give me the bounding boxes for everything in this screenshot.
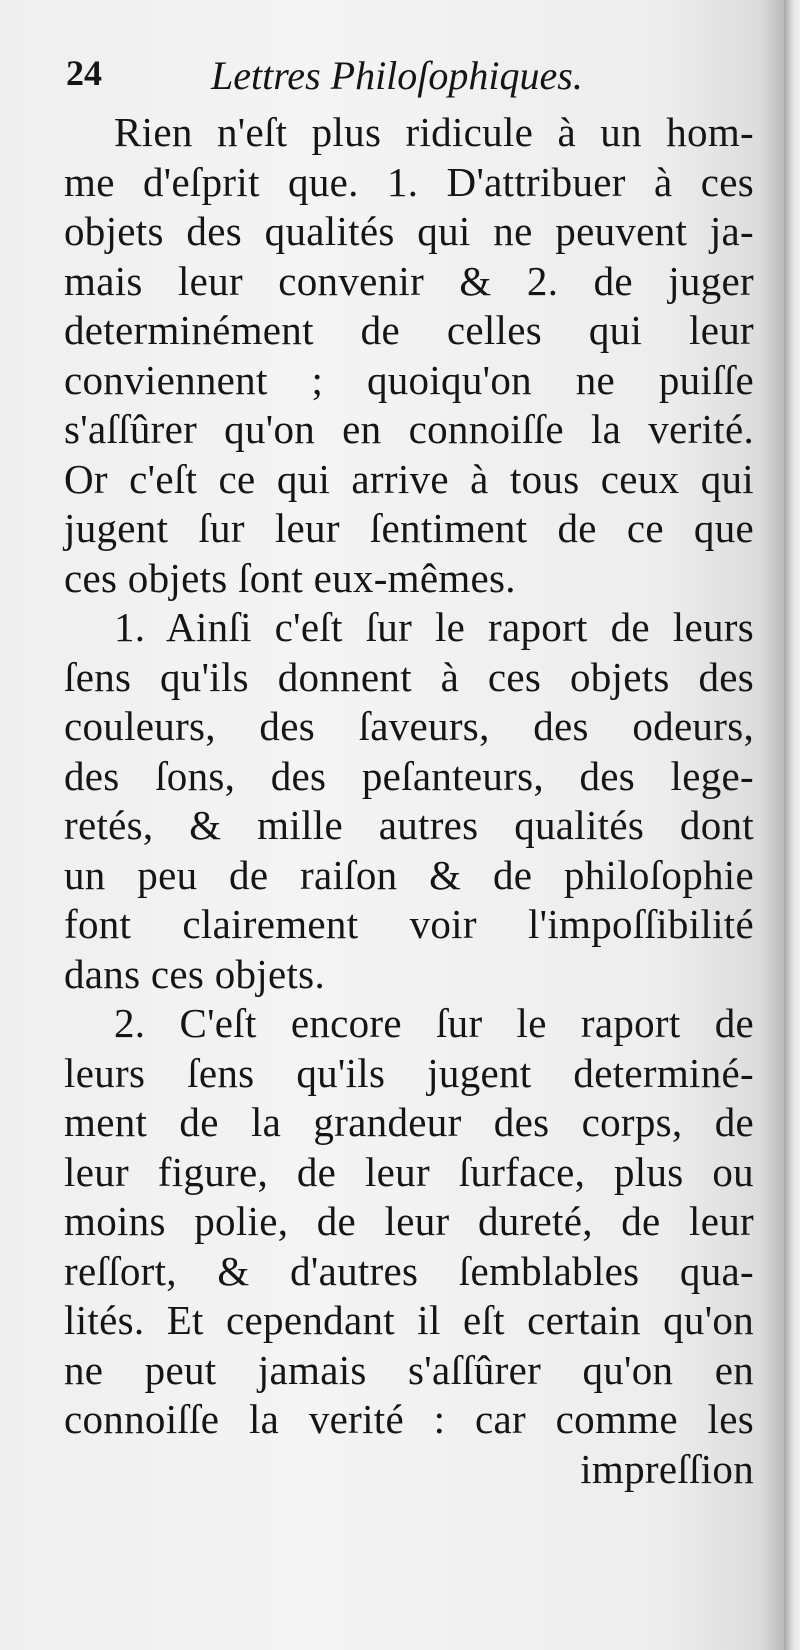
text-line: un peu de raiſon & de philoſophie — [64, 851, 754, 898]
text-line: leur figure, de leur ſurface, plus ou — [64, 1148, 754, 1195]
running-title: Lettres Philoſophiques. — [211, 53, 583, 98]
text-line: ces objets ſont eux-mêmes. — [64, 554, 516, 601]
text-line: 1. Ainſi c'eſt ſur le raport de leurs — [114, 604, 754, 650]
text-line: s'aſſûrer qu'on en connoiſſe la verité. — [64, 406, 754, 452]
text-line: des ſons, des peſanteurs, des lege- — [64, 752, 754, 799]
text-line: lités. Et cependant il eſt certain qu'on — [64, 1297, 754, 1343]
page-number: 24 — [66, 53, 102, 93]
text-line: 2. C'eſt encore ſur le raport de — [114, 1000, 754, 1046]
text-line: Or c'eſt ce qui arrive à tous ceux qui — [64, 455, 754, 502]
text-line: Rien n'eſt plus ridicule à un hom- — [114, 109, 754, 155]
catchword: impreſſion — [580, 1445, 754, 1492]
text-line: reſſort, & d'autres ſemblables qua- — [64, 1247, 754, 1294]
text-line: mais leur convenir & 2. de juger — [64, 257, 754, 304]
text-line: objets des qualités qui ne peuvent ja- — [64, 208, 754, 254]
text-line: ne peut jamais s'aſſûrer qu'on en — [64, 1346, 754, 1393]
text-line: connoiſſe la verité : car comme les — [64, 1396, 754, 1442]
text-line: determinément de celles qui leur — [64, 307, 754, 353]
text-line: couleurs, des ſaveurs, des odeurs, — [64, 703, 754, 749]
text-line: me d'eſprit que. 1. D'attribuer à ces — [64, 158, 754, 205]
text-line: ment de la grandeur des corps, de — [64, 1099, 754, 1145]
body-text — [64, 108, 754, 1494]
text-line: dans ces objets. — [64, 950, 325, 997]
page-gutter-shadow — [784, 0, 800, 1650]
text-line: retés, & mille autres qualités dont — [64, 802, 754, 848]
text-line: font clairement voir l'impoſſibilité — [64, 901, 754, 947]
text-line: leurs ſens qu'ils jugent determiné- — [64, 1049, 754, 1096]
text-line: conviennent ; quoiqu'on ne puiſſe — [64, 356, 754, 403]
page-header — [66, 52, 726, 102]
text-line: moins polie, de leur dureté, de leur — [64, 1198, 754, 1244]
text-line: ſens qu'ils donnent à ces objets des — [64, 653, 754, 700]
text-line: jugent ſur leur ſentiment de ce que — [64, 505, 754, 551]
